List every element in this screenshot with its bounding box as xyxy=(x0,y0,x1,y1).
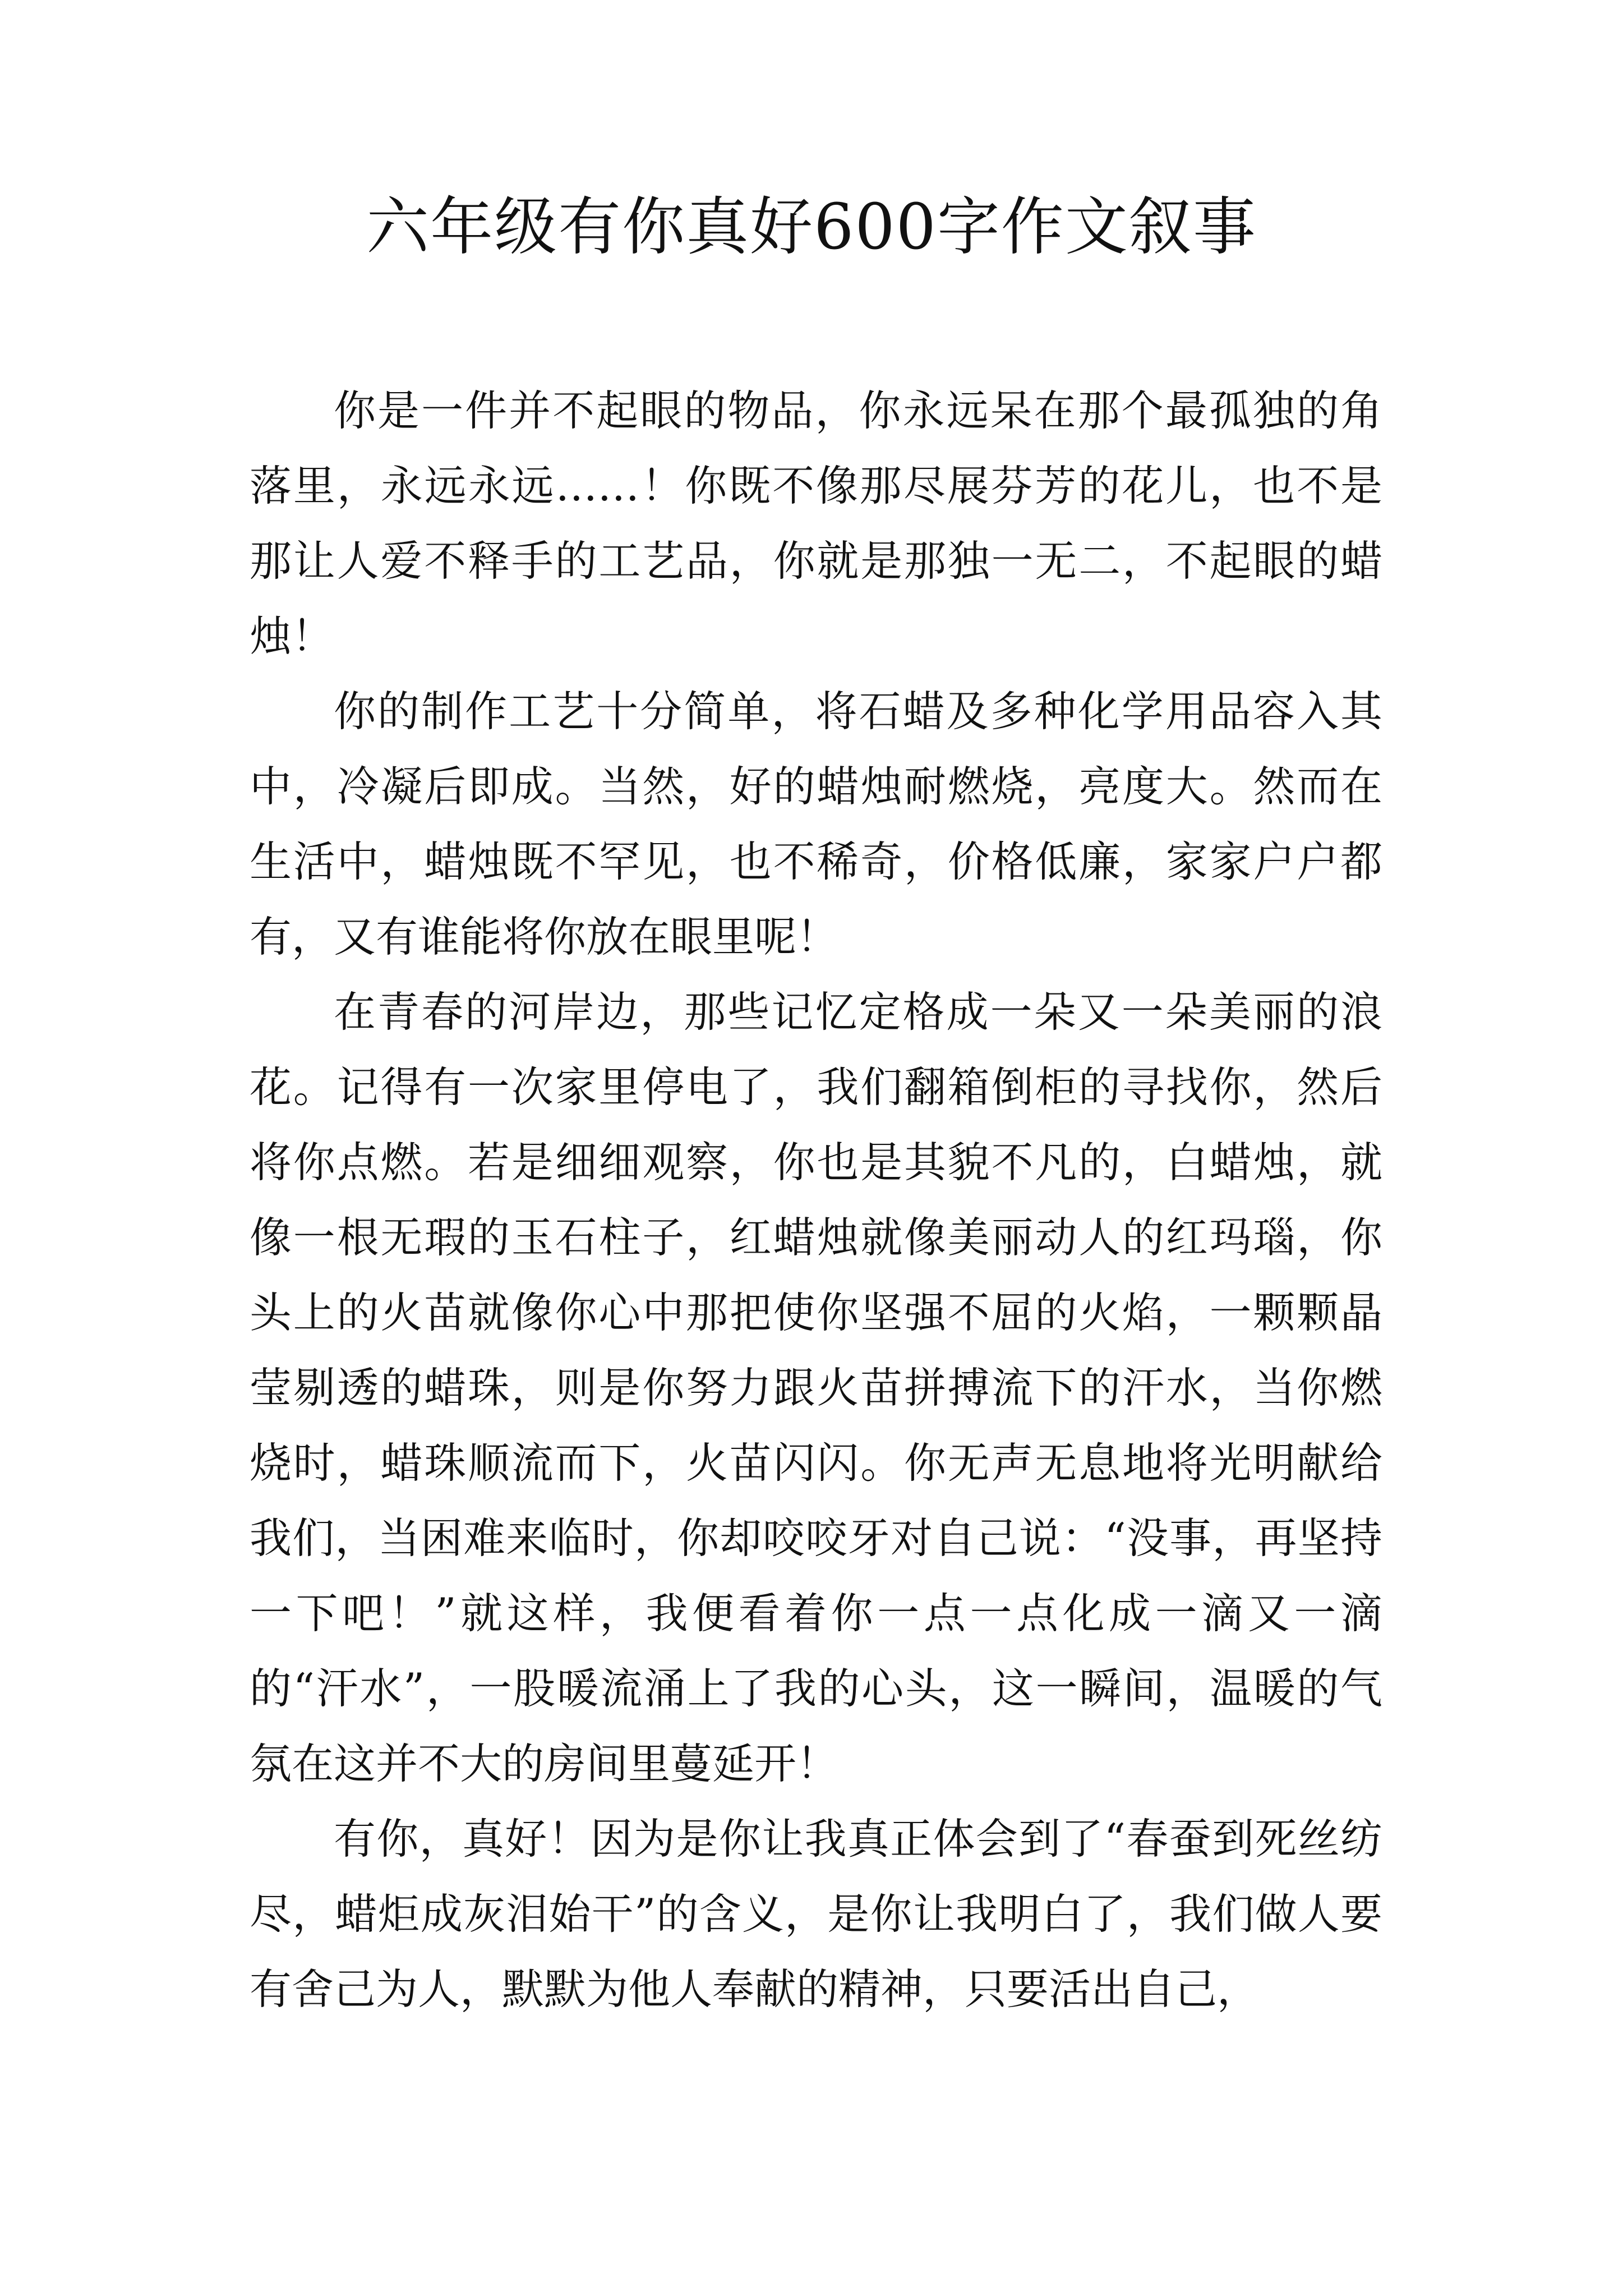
document-body xyxy=(250,373,1382,2027)
paragraph: 你是一件并不起眼的物品，你永远呆在那个最孤独的角落里，永远永远……！你既不像那尽展芬芳的花儿，也不是那让人爱不释手的工艺品，你就是那独一无二，不起眼的蜡烛！ xyxy=(250,386,1382,661)
paragraph: 你的制作工艺十分简单，将石蜡及多种化学用品容入其中，冷凝后即成。当然，好的蜡烛耐燃烧，亮度大。然而在生活中，蜡烛既不罕见，也不稀奇，价格低廉，家家户户都有，又有谁能将你放在眼里呢！ xyxy=(250,687,1382,961)
document-title: 六年级有你真好600字作文叙事 xyxy=(366,191,1257,264)
paragraph: 有你，真好！因为是你让我真正体会到了“春蚕到死丝纺尽，蜡炬成灰泪始干”的含义，是你让我明白了，我们做人要有舍己为人，默默为他人奉献的精神，只要活出自己， xyxy=(250,1814,1382,2014)
paragraph: 在青春的河岸边，那些记忆定格成一朵又一朵美丽的浪花。记得有一次家里停电了，我们翻箱倒柜的寻找你，然后将你点燃。若是细细观察，你也是其貌不凡的，白蜡烛，就像一根无瑕的玉石柱子，红蜡烛就像美丽动人的红玛瑙，你头上的火苗就像你心中那把使你坚强不屈的火焰，一颗颗晶莹剔透的蜡珠，则是你努力跟火苗拼搏流下的汗水，当你燃烧时，蜡珠顺流而下，火苗闪闪。你无声无息地将光明献给我们，当困难来临时，你却咬咬牙对自己说：“没事，再坚持一下吧！”就这样，我便看着你一点一点化成一滴又一滴的“汗水”，一股暖流涌上了我的心头，这一瞬间，温暖的气氛在这并不大的房间里蔓延开！ xyxy=(250,987,1382,1788)
